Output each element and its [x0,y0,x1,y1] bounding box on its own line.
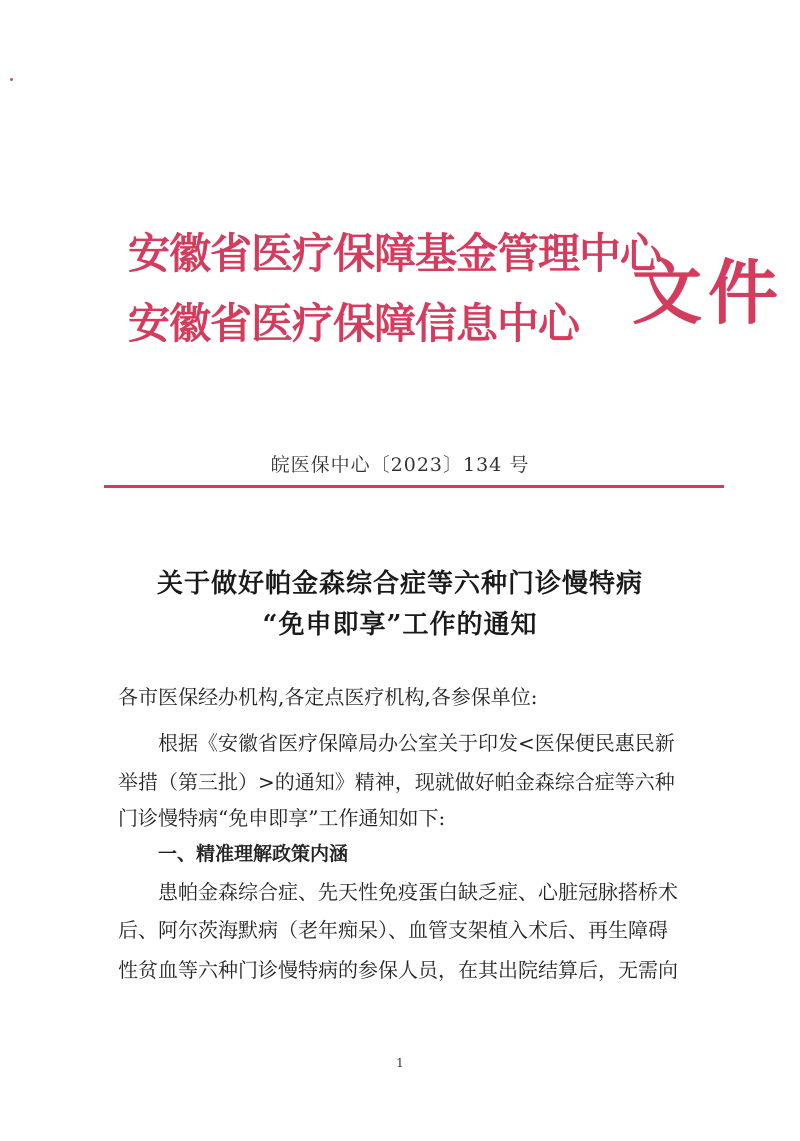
paragraph-2-line-1: 患帕金森综合症、先天性免疫蛋白缺乏症、心脏冠脉搭桥术 [158,880,678,904]
paragraph-2-line-3: 性贫血等六种门诊慢特病的参保人员，在其出院结算后，无需向 [118,958,678,982]
paragraph-1-line-1: 根据《安徽省医疗保障局办公室关于印发<医保便民惠民新 [158,731,675,755]
paragraph-1-line-2: 举措（第三批）>的通知》精神，现就做好帕金森综合症等六种 [118,770,675,794]
red-divider-line [104,485,724,488]
document-title-line-2: “免申即享”工作的通知 [262,610,538,640]
page-number: 1 [396,1056,404,1070]
document-number: 皖医保中心〔2023〕134 号 [270,454,530,476]
document-type-label: 文件 [632,251,784,334]
org-name-fund-center: 安徽省医疗保障基金管理中心 [128,229,662,278]
salutation: 各市医保经办机构,各定点医疗机构,各参保单位: [118,685,538,709]
scan-speck [10,78,13,81]
section-heading: 一、精准理解政策内涵 [158,843,349,865]
paragraph-1-line-3: 门诊慢特病“免申即享”工作通知如下: [118,806,446,830]
issuing-organization-header [128,218,784,358]
paragraph-2-line-2: 后、阿尔茨海默病（老年痴呆）、血管支架植入术后、再生障碍 [118,918,668,942]
org-name-info-center: 安徽省医疗保障信息中心 [128,299,580,348]
document-title-line-1: 关于做好帕金森综合症等六种门诊慢特病 [156,569,643,599]
